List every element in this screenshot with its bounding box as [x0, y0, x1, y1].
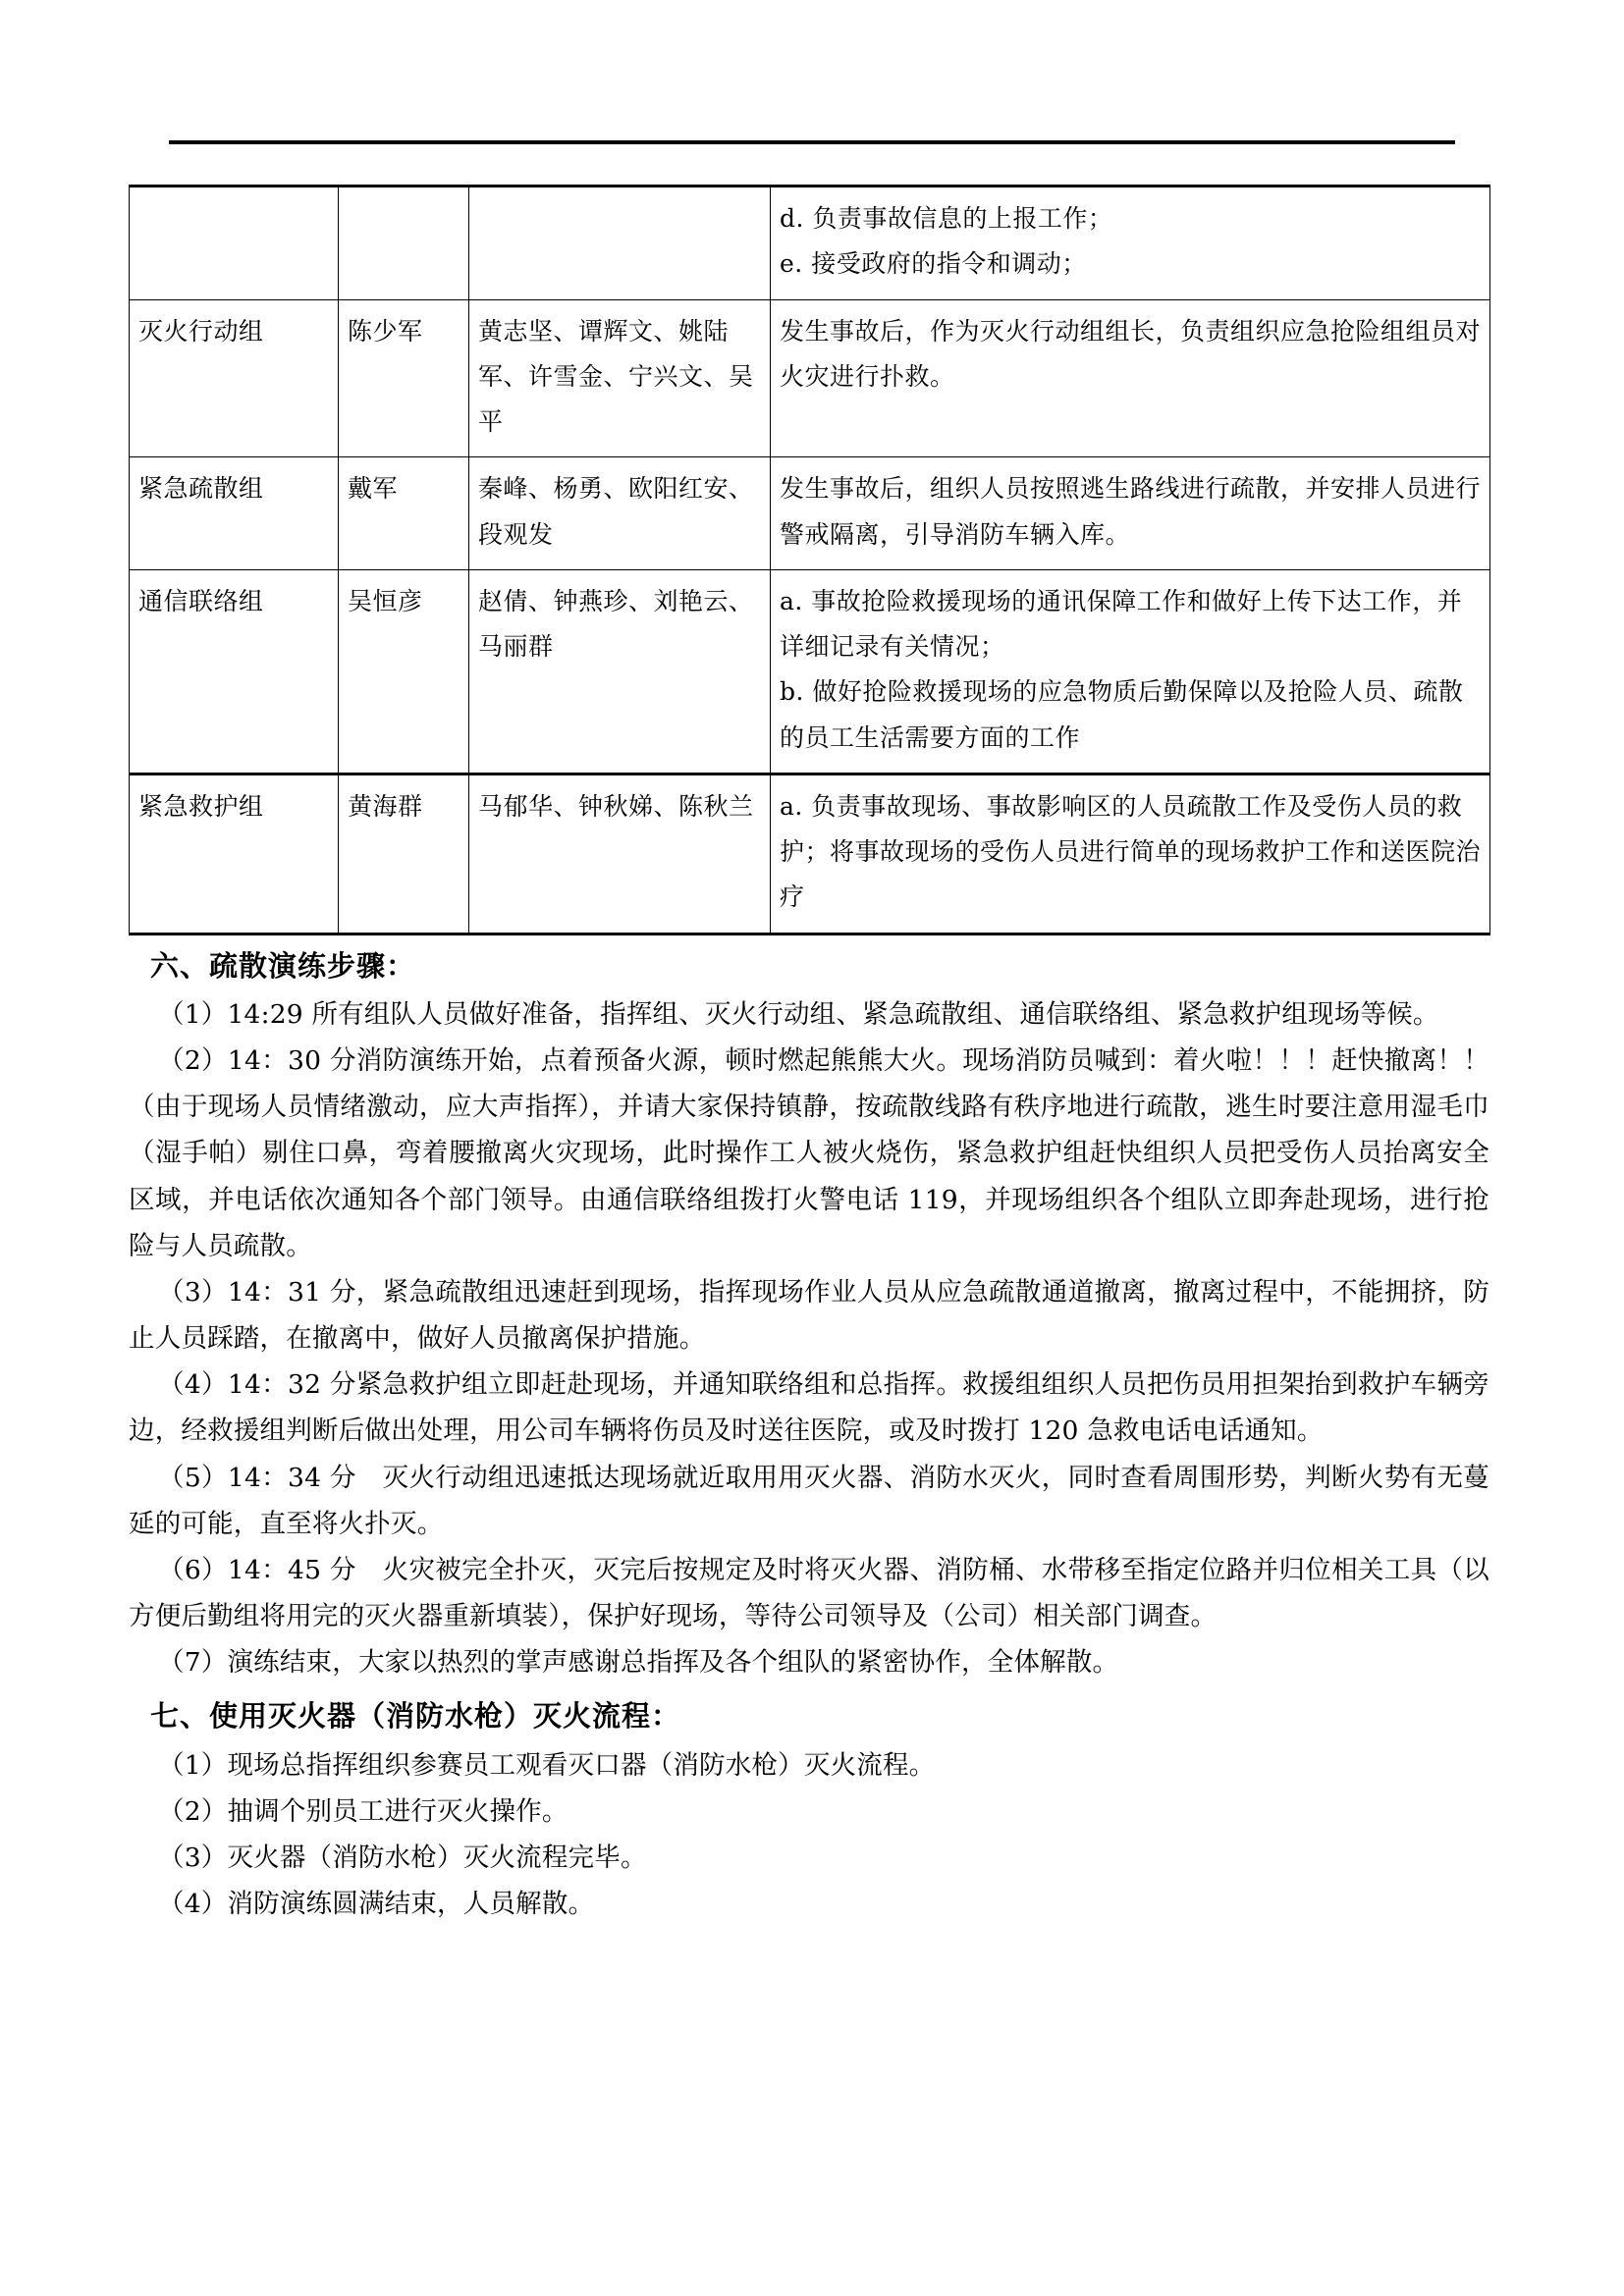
paragraph: （1）现场总指挥组织参赛员工观看灭口器（消防水枪）灭火流程。: [158, 1749, 936, 1781]
section-heading: 七、使用灭火器（消防水枪）灭火流程：: [150, 1699, 681, 1734]
cell-members: 黄志坚、谭辉文、姚陆军、许雪金、宁兴文、吴平: [469, 299, 771, 457]
cell-members: 秦峰、杨勇、欧阳红安、段观发: [469, 457, 771, 570]
section-evacuation-drill-steps: [129, 945, 1489, 1686]
cell-leader: 黄海群: [339, 774, 469, 934]
cell-leader: 吴恒彦: [339, 569, 469, 774]
cell-members: 马郁华、钟秋娣、陈秋兰: [469, 774, 771, 934]
cell-group: 紧急救护组: [130, 774, 339, 934]
header-rule: [169, 140, 1455, 144]
table-row: [130, 774, 1490, 934]
duty-line: 发生事故后，组织人员按照逃生路线进行疏散，并安排人员进行警戒隔离，引导消防车辆入库。: [780, 474, 1482, 549]
paragraph: （2）抽调个别员工进行灭火操作。: [158, 1796, 568, 1827]
cell-leader: 戴军: [339, 457, 469, 570]
cell-group: 通信联络组: [130, 569, 339, 774]
document-content: [129, 185, 1489, 1927]
paragraph: （1）14:29 所有组队人员做好准备，指挥组、灭火行动组、紧急疏散组、通信联络组、紧急救护组现场等候。: [158, 999, 1439, 1030]
cell-group: 紧急疏散组: [130, 457, 339, 570]
cell-group: [130, 187, 339, 300]
paragraph: （2）14：30 分消防演练开始，点着预备火源，顿时燃起熊熊大火。现场消防员喊到：着火啦！！！赶快撤离！！（由于现场人员情绪激动，应大声指挥），并请大家保持镇静，按疏散线路有秩序地进行疏散，逃生时要注意用湿毛巾（湿手帕）剔住口鼻，弯着腰撤离火灾现场，此时操作工人被火烧伤，紧急救护组赶快组织人员把受伤人员抬离安全区域，并电话依次通知各个部门领导。由通信联络组拨打火警电话 119，并现场组织各个组队立即奔赴现场，进行抢险与人员疏散。: [129, 1045, 1489, 1261]
cell-group: 灭火行动组: [130, 299, 339, 457]
duty-line: a. 负责事故现场、事故影响区的人员疏散工作及受伤人员的救护；将事故现场的受伤人员进行简单的现场救护工作和送医院治疗: [780, 791, 1482, 912]
paragraph: （4）消防演练圆满结束，人员解散。: [158, 1889, 595, 1920]
table-row: [130, 187, 1490, 300]
paragraph: （3）灭火器（消防水枪）灭火流程完毕。: [158, 1842, 647, 1874]
cell-duties: [771, 187, 1490, 300]
paragraph: （5）14：34 分 灭火行动组迅速抵达现场就近取用用灭火器、消防水灭火，同时查看周围形势，判断火势有无蔓延的可能，直至将火扑灭。: [129, 1462, 1489, 1539]
section-heading: 六、疏散演练步骤：: [150, 948, 416, 983]
cell-duties: [771, 569, 1490, 774]
paragraph: （3）14：31 分，紧急疏散组迅速赶到现场，指挥现场作业人员从应急疏散通道撤离，撤离过程中，不能拥挤，防止人员踩踏，在撤离中，做好人员撤离保护措施。: [129, 1276, 1489, 1355]
paragraph: （4）14：32 分紧急救护组立即赶赴现场，并通知联络组和总指挥。救援组组织人员把伤员用担架抬到救护车辆旁边，经救援组判断后做出处理，用公司车辆将伤员及时送往医院，或及时拨打 120 急救电话电话通知。: [129, 1369, 1489, 1447]
section-extinguisher-procedure: [129, 1695, 1489, 1927]
paragraph: （6）14：45 分 火灾被完全扑灭，灭完后按规定及时将灭火器、消防桶、水带移至指定位路并归位相关工具（以方便后勤组将用完的灭火器重新填装），保护好现场，等待公司领导及（公司）相关部门调查。: [129, 1554, 1489, 1632]
cell-members: [469, 187, 771, 300]
cell-duties: [771, 774, 1490, 934]
cell-leader: [339, 187, 469, 300]
duty-line: 发生事故后，作为灭火行动组组长，负责组织应急抢险组组员对火灾进行扑救。: [780, 316, 1482, 391]
duty-line: d. 负责事故信息的上报工作；: [780, 204, 1113, 233]
cell-duties: [771, 299, 1490, 457]
duty-line: b. 做好抢险救援现场的应急物质后勤保障以及抢险人员、疏散的员工生活需要方面的工作: [780, 677, 1464, 752]
emergency-organization-table: [129, 185, 1490, 935]
cell-duties: [771, 457, 1490, 570]
table-row: [130, 457, 1490, 570]
cell-members: 赵倩、钟燕珍、刘艳云、马丽群: [469, 569, 771, 774]
duty-line: a. 事故抢险救援现场的通讯保障工作和做好上传下达工作，并详细记录有关情况；: [780, 586, 1463, 661]
paragraph: （7）演练结束，大家以热烈的掌声感谢总指挥及各个组队的紧密协作，全体解散。: [158, 1647, 1119, 1679]
table-row: [130, 299, 1490, 457]
duty-line: e. 接受政府的指令和调动；: [780, 249, 1087, 279]
table-row: [130, 569, 1490, 774]
cell-leader: 陈少军: [339, 299, 469, 457]
